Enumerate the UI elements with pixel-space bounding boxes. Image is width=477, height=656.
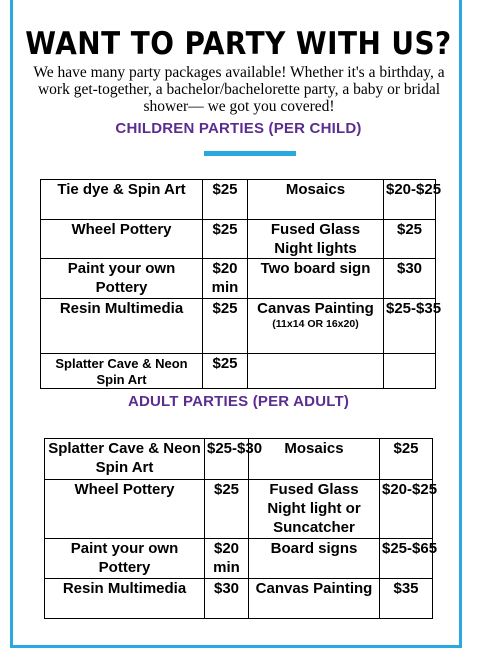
empty-cell (248, 354, 384, 389)
heading-underline (204, 151, 296, 156)
activity-cell: Mosaics (248, 180, 384, 220)
activity-cell: Wheel Pottery (45, 480, 205, 539)
empty-cell (384, 354, 436, 389)
price-cell: $25 (205, 480, 249, 539)
activity-cell: Wheel Pottery (41, 220, 203, 259)
page-title: WANT TO PARTY WITH US? (25, 26, 452, 62)
children-price-table (40, 179, 442, 389)
table-row (41, 299, 436, 354)
price-cell: $25 (384, 220, 436, 259)
price-cell: $20-$25 (384, 180, 436, 220)
activity-cell: Resin Multimedia (41, 299, 203, 354)
table-row (41, 220, 436, 259)
price-cell: $25-$30 (205, 439, 249, 480)
price-cell: $25 (203, 220, 248, 259)
activity-cell: Mosaics (249, 439, 380, 480)
activity-cell: Two board sign (248, 259, 384, 299)
table-row (41, 354, 436, 389)
activity-cell: Board signs (249, 539, 380, 579)
price-cell: $35 (380, 579, 433, 619)
activity-cell: Fused Glass Night light or Suncatcher (249, 480, 380, 539)
adults-heading: ADULT PARTIES (PER ADULT) (127, 393, 350, 410)
price-cell: $25 (203, 299, 248, 354)
table-row (41, 259, 436, 299)
activity-cell: Tie dye & Spin Art (41, 180, 203, 220)
price-cell: $20 min (203, 259, 248, 299)
table-row (41, 180, 436, 220)
activity-cell: Paint your own Pottery (41, 259, 203, 299)
activity-cell: Resin Multimedia (45, 579, 205, 619)
price-cell: $25 (380, 439, 433, 480)
price-cell: $25 (203, 354, 248, 389)
intro-paragraph: We have many party packages available! Whether it's a birthday, a work get-together, a bachelor/bachelorette party, a baby or bridal shower— we got you covered! (33, 64, 445, 115)
size-note: (11x14 OR 16x20) (272, 318, 359, 330)
price-cell: $20-$25 (380, 480, 433, 539)
activity-cell: Canvas Painting (249, 579, 380, 619)
adults-price-table (44, 438, 438, 619)
activity-cell: Paint your own Pottery (45, 539, 205, 579)
activity-cell: Splatter Cave & Neon Spin Art (45, 439, 205, 480)
activity-cell (248, 299, 384, 354)
price-cell: $25 (203, 180, 248, 220)
table-row (45, 480, 433, 539)
table-row (45, 539, 433, 579)
table-row (45, 439, 433, 480)
activity-cell: Fused Glass Night lights (248, 220, 384, 259)
price-cell: $25-$35 (384, 299, 436, 354)
table-row (45, 579, 433, 619)
price-cell: $20 min (205, 539, 249, 579)
activity-label: Canvas Painting (257, 300, 374, 317)
price-cell: $30 (384, 259, 436, 299)
children-heading: CHILDREN PARTIES (PER CHILD) (115, 120, 362, 137)
price-cell: $30 (205, 579, 249, 619)
price-cell: $25-$65 (380, 539, 433, 579)
activity-cell: Splatter Cave & Neon Spin Art (41, 354, 203, 389)
